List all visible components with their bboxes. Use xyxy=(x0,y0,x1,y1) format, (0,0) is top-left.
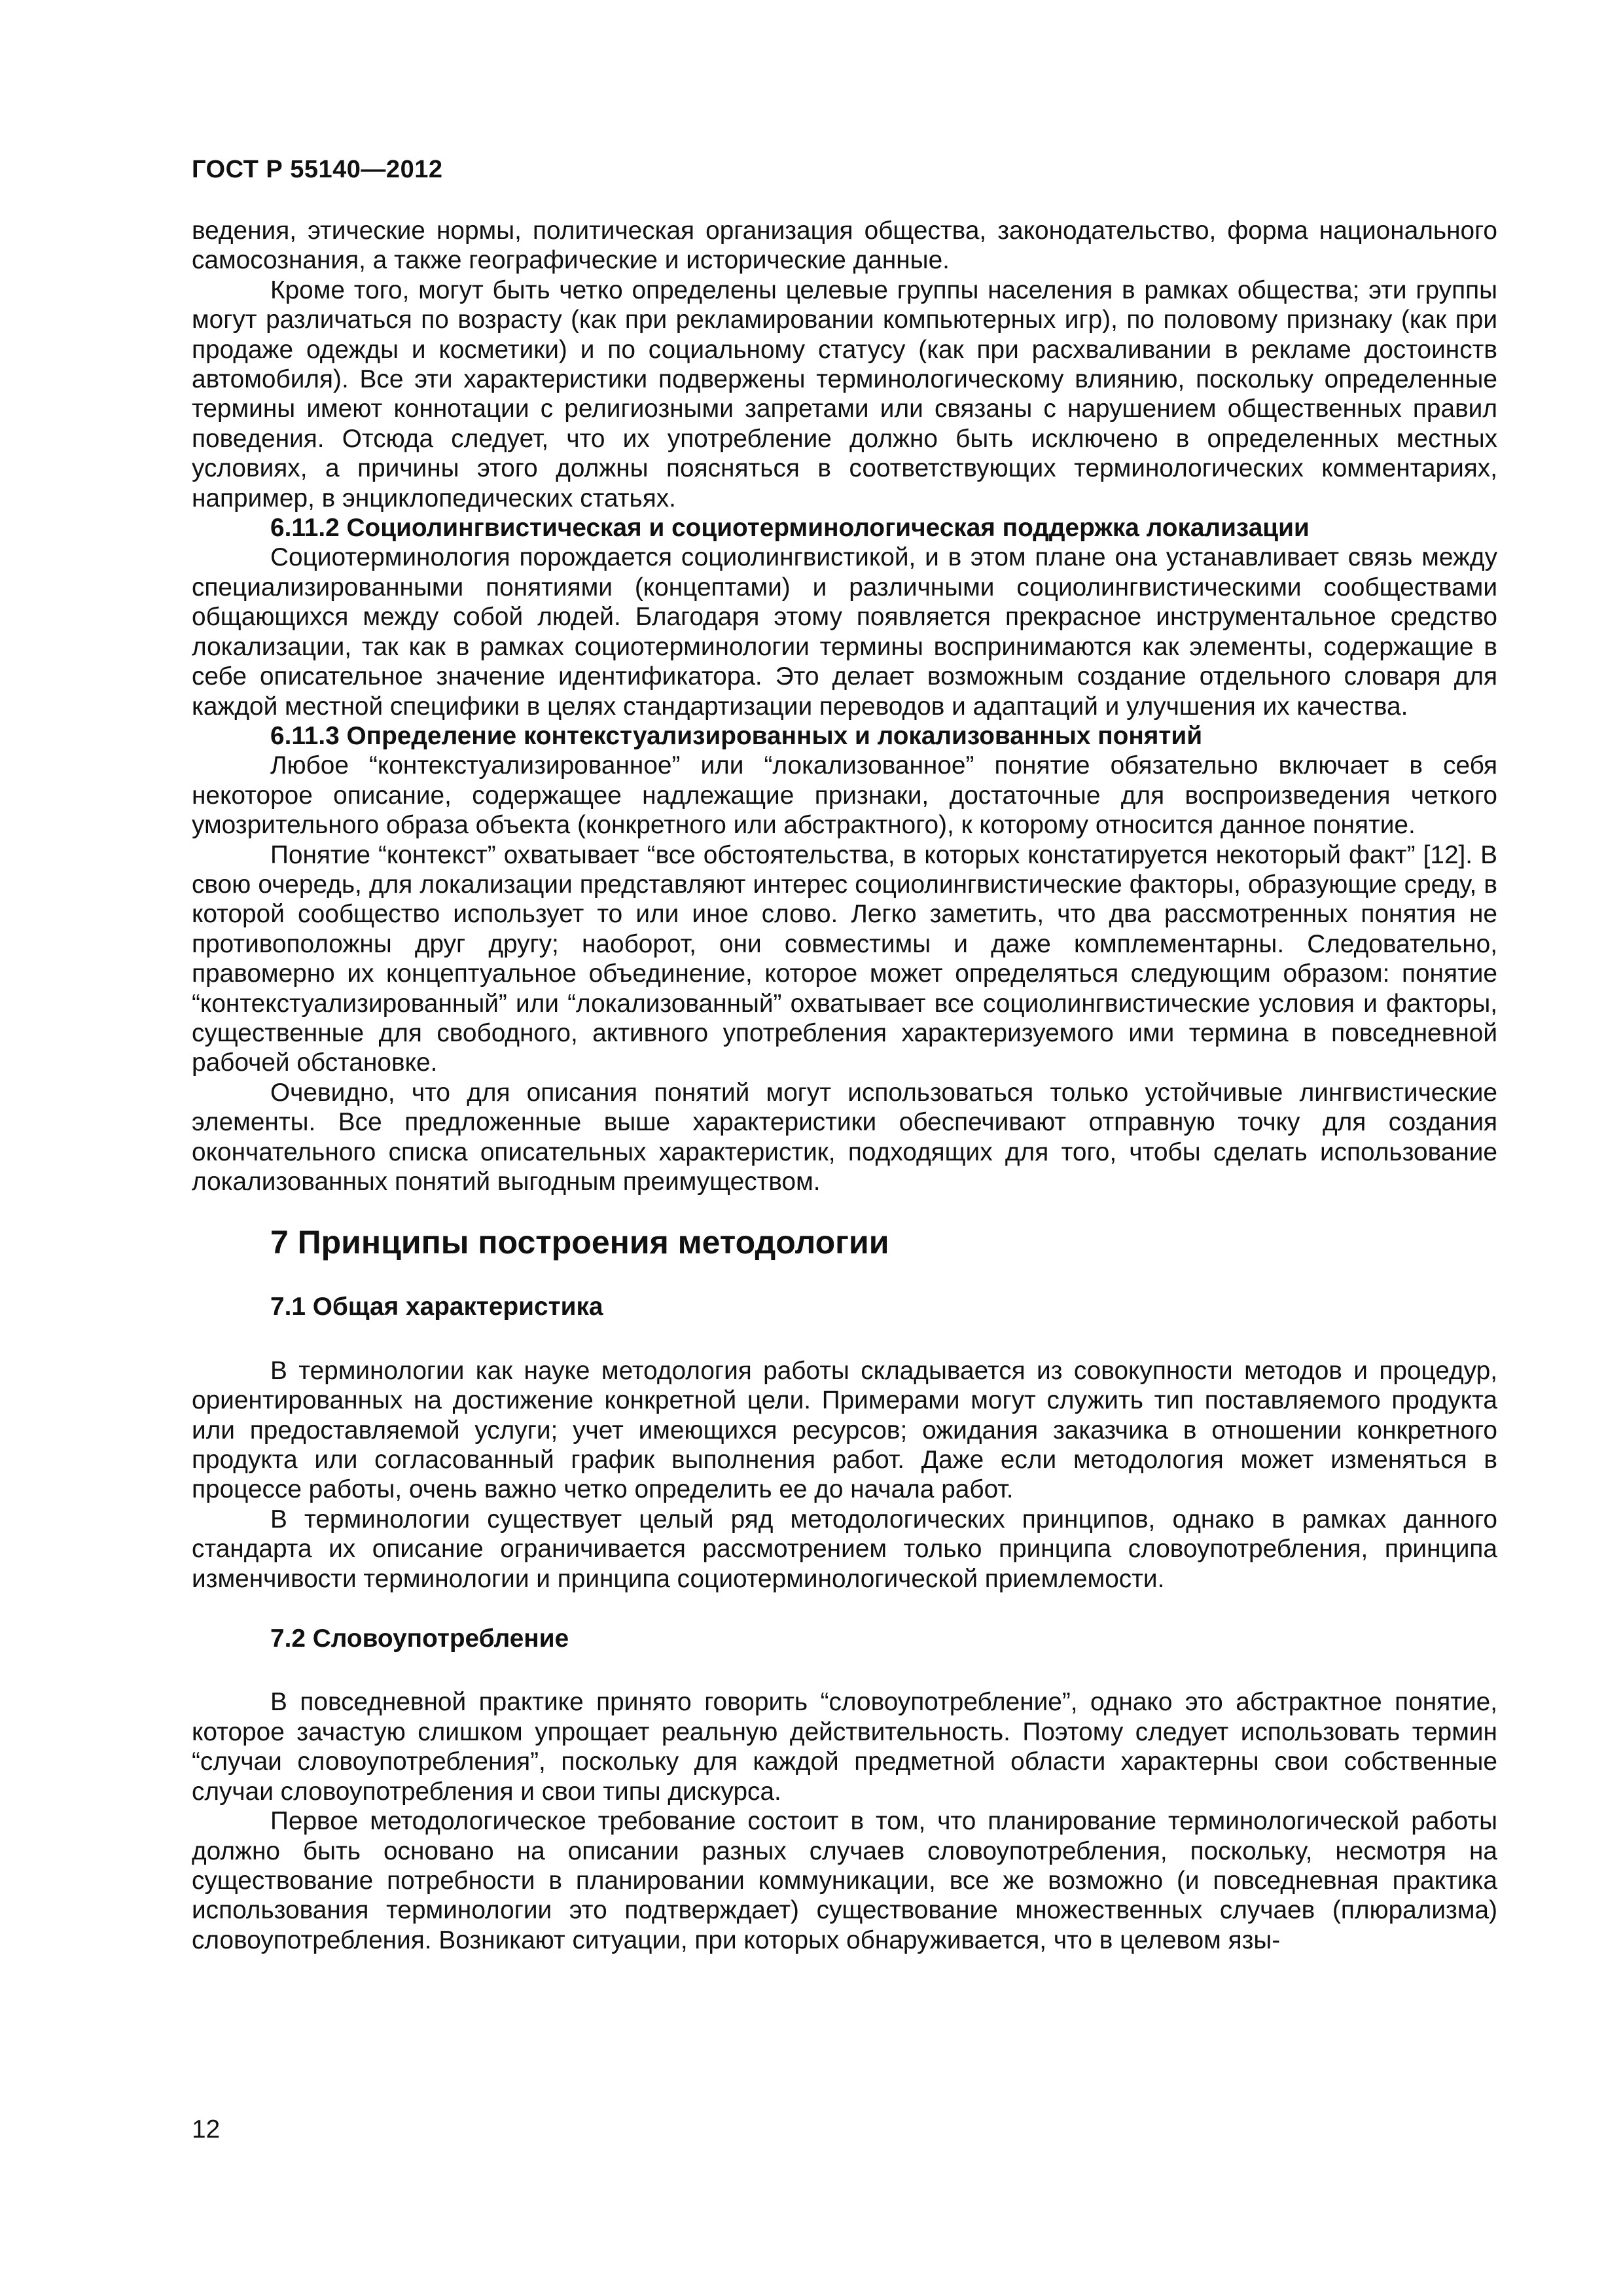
paragraph: В терминологии существует целый ряд методологических принципов, однако в рамках данного стандарта их описание ограничивается рассмотрением только принципа словоупотребления, принципа изменчивости терминологии и принципа социотерминологической приемлемости. xyxy=(192,1505,1497,1593)
paragraph: Очевидно, что для описания понятий могут использоваться только устойчивые лингвистические элементы. Все предложенные выше характеристики обеспечивают отправную точку для создания окончательного списка описательных характеристик, подходящих для того, чтобы сделать использование локализованных понятий выгодным преимуществом. xyxy=(192,1078,1497,1196)
page-number: 12 xyxy=(192,2115,221,2144)
paragraph: Кроме того, могут быть четко определены целевые группы населения в рамках общества; эти группы могут различаться по возрасту (как при рекламировании компьютерных игр), по половому признаку (как при продаже одежды и косметики) и по социальному статусу (как при расхваливании в рекламе достоинств автомобиля). Все эти характеристики подвержены терминологическому влиянию, поскольку определенные термины имеют коннотации с религиозными запретами или связаны с нарушением общественных правил поведения. Отсюда следует, что их употребление должно быть исключено в определенных местных условиях, а причины этого должны поясняться в соответствующих терминологических комментариях, например, в энциклопедических статьях. xyxy=(192,276,1497,512)
paragraph: В терминологии как науке методология работы складывается из совокупности методов и процедур, ориентированных на достижение конкретной цели. Примерами могут служить тип поставляемого продукта или предоставляемой услуги; учет имеющихся ресурсов; ожидания заказчика в отношении конкретного продукта или согласованный график выполнения работ. Даже если методология может изменяться в процессе работы, очень важно четко определить ее до начала работ. xyxy=(192,1356,1497,1504)
paragraph: В повседневной практике принято говорить “словоупотребление”, однако это абстрактное понятие, которое зачастую слишком упрощает реальную действительность. Поэтому следует использовать термин “случаи словоупотребления”, поскольку для каждой предметной области характерны свои собственные случаи словоупотребления и свои типы дискурса. xyxy=(192,1688,1497,1806)
paragraph: Первое методологическое требование состоит в том, что планирование терминологической работы должно быть основано на описании разных случаев словоупотребления, поскольку, несмотря на существование потребности в планировании коммуникации, все же возможно (и повседневная практика использования терминологии это подтверждает) существование множественных случаев (плюрализма) словоупотребления. Возникают ситуации, при которых обнаруживается, что в целевом язы- xyxy=(192,1807,1497,1954)
section-heading-6-11-2: 6.11.2 Социолингвистическая и социотерминологическая поддержка локализации xyxy=(270,514,1310,543)
section-heading-7-2: 7.2 Словоупотребление xyxy=(270,1624,569,1653)
paragraph: ведения, этические нормы, политическая организация общества, законодательство, форма национального самосознания, а также географические и исторические данные. xyxy=(192,217,1497,275)
chapter-heading-7: 7 Принципы построения методологии xyxy=(270,1224,889,1261)
paragraph: Понятие “контекст” охватывает “все обстоятельства, в которых констатируется некоторый факт” [12]. В свою очередь, для локализации представляют интерес социолингвистические факторы, образующие среду, в которой сообщество использует то или иное слово. Легко заметить, что два рассмотренных понятия не противоположны друг другу; наоборот, они совместимы и даже комплементарны. Следовательно, правомерно их концептуальное объединение, которое может определяться следующим образом: понятие “контекстуализированный” или “локализованный” охватывает все социолингвистические условия и факторы, существенные для свободного, активного употребления характеризуемого ими термина в повседневной рабочей обстановке. xyxy=(192,840,1497,1077)
document-header-code: ГОСТ Р 55140—2012 xyxy=(192,156,443,183)
section-heading-6-11-3: 6.11.3 Определение контекстуализированных и локализованных понятий xyxy=(270,721,1203,750)
paragraph: Социотерминология порождается социолингвистикой, и в этом плане она устанавливает связь между специализированными понятиями (концептами) и различными социолингвистическими сообществами общающихся между собой людей. Благодаря этому появляется прекрасное инструментальное средство локализации, так как в рамках социотерминологии термины воспринимаются как элементы, содержащие в себе описательное значение идентификатора. Это делает возможным создание отдельного словаря для каждой местной специфики в целях стандартизации переводов и адаптаций и улучшения их качества. xyxy=(192,543,1497,721)
document-body xyxy=(192,216,1497,1955)
paragraph: Любое “контекстуализированное” или “локализованное” понятие обязательно включает в себя некоторое описание, содержащее надлежащие признаки, достаточные для воспроизведения четкого умозрительного образа объекта (конкретного или абстрактного), к которому относится данное понятие. xyxy=(192,751,1497,840)
section-heading-7-1: 7.1 Общая характеристика xyxy=(270,1293,603,1321)
